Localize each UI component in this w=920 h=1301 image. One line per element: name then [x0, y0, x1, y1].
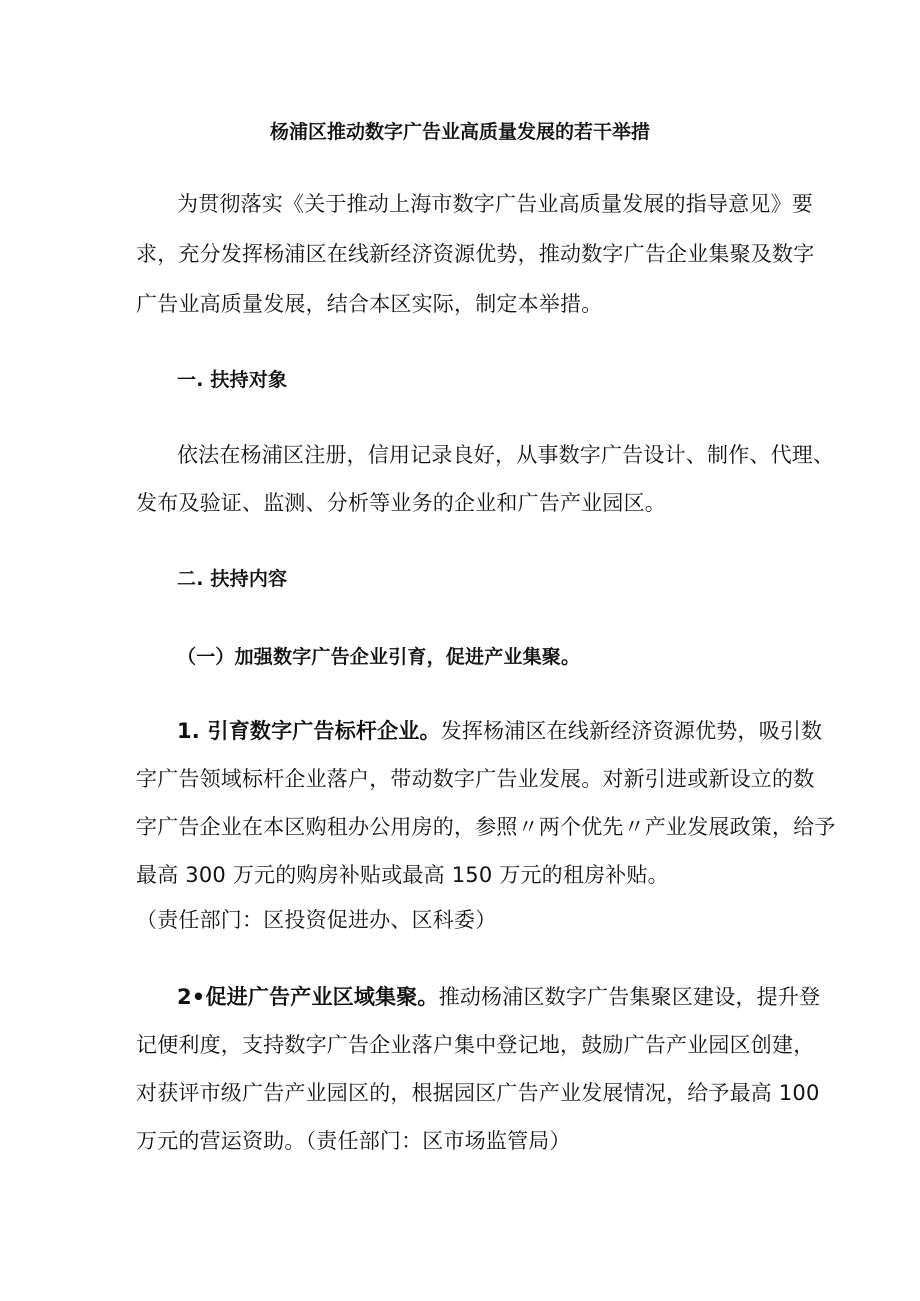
- item2-line-3: 对获评市级广告产业园区的，根据园区广告产业发展情况，给予最高 100: [136, 1081, 820, 1105]
- item2-line-2: 记便利度，支持数字广告企业落户集中登记地，鼓励广告产业园区创建，: [136, 1033, 815, 1057]
- item1-line-2: 字广告领域标杆企业落户，带动数字广告业发展。对新引进或新设立的数: [136, 767, 815, 791]
- intro-line-2: 求，充分发挥杨浦区在线新经济资源优势，推动数字广告企业集聚及数字: [136, 242, 815, 266]
- intro-line-1: 为贯彻落实《关于推动上海市数字广告业高质量发展的指导意见》要: [177, 192, 813, 216]
- subsection-heading: （一）加强数字广告企业引育，促进产业集聚。: [177, 646, 581, 668]
- item1-line-3: 字广告企业在本区购租办公用房的，参照〃两个优先〃产业发展政策，给予: [136, 815, 836, 839]
- item2-line-1-rest: 推动杨浦区数字广告集聚区建设，提升登: [438, 985, 821, 1009]
- item1-line-5: （责任部门：区投资促进办、区科委）: [136, 908, 497, 932]
- section1-line-1: 依法在杨浦区注册，信用记录良好，从事数字广告设计、制作、代理、: [177, 443, 835, 467]
- item1-lead: 1. 引育数字广告标杆企业。: [177, 719, 441, 743]
- item1-line-4: 最高 300 万元的购房补贴或最高 150 万元的租房补贴。: [136, 863, 669, 887]
- item2-line-1: [177, 983, 820, 1011]
- item2-lead: 2•促进广告产业区域集聚。: [177, 985, 439, 1009]
- item1-line-1: [177, 717, 822, 745]
- section1-line-2: 发布及验证、监测、分析等业务的企业和广告产业园区。: [136, 491, 666, 515]
- section-heading-support-target: 一. 扶持对象: [177, 369, 288, 391]
- item1-line-1-rest: 发挥杨浦区在线新经济资源优势，吸引数: [440, 719, 823, 743]
- intro-line-3: 广告业高质量发展，结合本区实际，制定本举措。: [136, 292, 603, 316]
- item2-line-4: 万元的营运资助。（责任部门：区市场监管局）: [136, 1129, 571, 1153]
- section-heading-support-content: 二. 扶持内容: [177, 568, 288, 590]
- document-title: 杨浦区推动数字广告业高质量发展的若干举措: [269, 121, 650, 143]
